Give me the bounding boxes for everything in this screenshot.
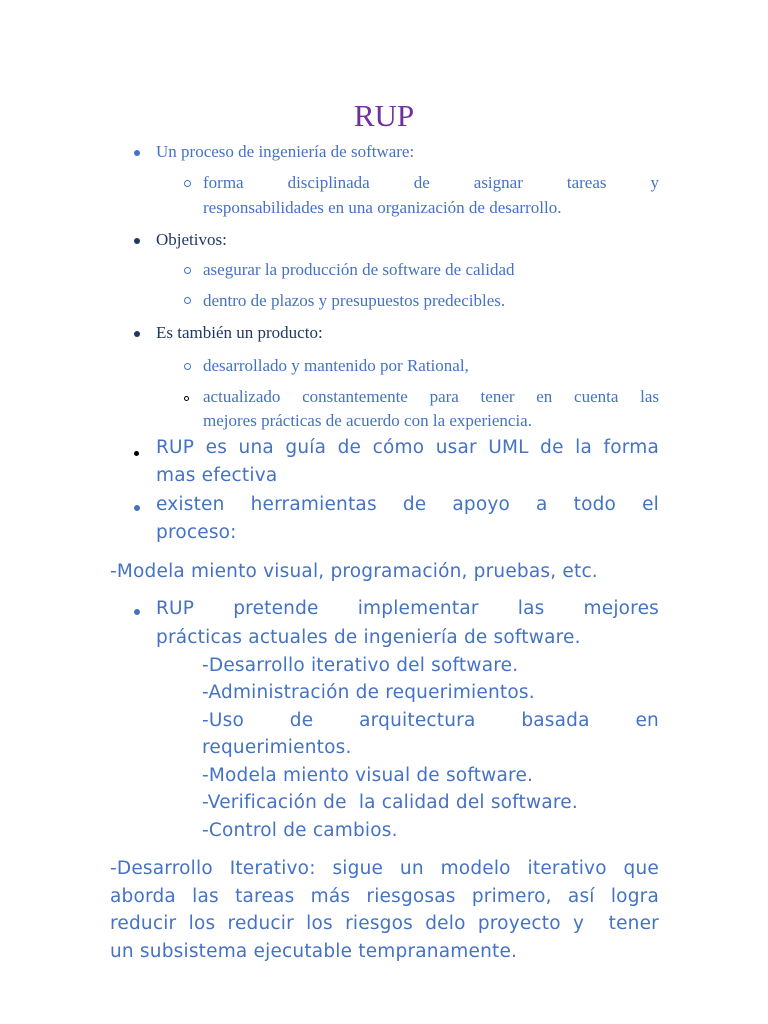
- list-subitem-line: responsabilidades en una organización de desarrollo.: [203, 198, 562, 217]
- list-item-line: existen herramientas de apoyo a todo el: [156, 494, 659, 515]
- list-subitem-line: actualizado constantemente para tener en cuenta las: [203, 387, 659, 406]
- bullet-dot: [134, 505, 140, 511]
- bullet-dot: [134, 451, 139, 456]
- paragraph-line: aborda las tareas más riesgosas primero, así logra: [110, 886, 659, 907]
- list-subitem: -Desarrollo iterativo del software.: [202, 655, 519, 676]
- bullet-ring: [184, 180, 191, 187]
- bullet-ring: [184, 363, 191, 370]
- list-item: Es también un producto:: [156, 323, 323, 342]
- list-subitem-line: forma disciplinada de asignar tareas y: [203, 173, 659, 192]
- list-subitem: -Modela miento visual de software.: [202, 765, 534, 786]
- list-subitem: requerimientos.: [202, 737, 352, 758]
- list-item: Un proceso de ingeniería de software:: [156, 142, 415, 161]
- list-subitem: -Administración de requerimientos.: [202, 682, 535, 703]
- list-subitem: -Verificación de la calidad del software.: [202, 792, 578, 813]
- list-subitem: asegurar la producción de software de calidad: [203, 260, 515, 279]
- list-subitem: dentro de plazos y presupuestos predecibles.: [203, 291, 506, 310]
- list-subitem-line: mejores prácticas de acuerdo con la experiencia.: [203, 411, 532, 430]
- paragraph-line: -Desarrollo Iterativo: sigue un modelo iterativo que: [110, 858, 659, 879]
- list-item: Objetivos:: [156, 230, 227, 249]
- bullet-dot: [134, 238, 140, 244]
- paragraph: -Modela miento visual, programación, pruebas, etc.: [110, 561, 598, 582]
- list-item-line: prácticas actuales de ingeniería de software.: [156, 627, 581, 648]
- list-item-line: proceso:: [156, 522, 237, 543]
- page-title: RUP: [353, 98, 415, 133]
- list-subitem: desarrollado y mantenido por Rational,: [203, 356, 469, 375]
- bullet-dot: [134, 331, 140, 337]
- list-item-line: mas efectiva: [156, 465, 278, 486]
- list-subitem: -Control de cambios.: [202, 820, 398, 841]
- paragraph-line: reducir los reducir los riesgos delo proyecto y tener: [110, 913, 659, 934]
- list-item-line: RUP pretende implementar las mejores: [156, 598, 659, 619]
- bullet-ring: [184, 297, 191, 304]
- list-subitem: -Uso de arquitectura basada en: [202, 710, 659, 731]
- bullet-dot: [134, 150, 140, 156]
- list-item-line: RUP es una guía de cómo usar UML de la forma: [156, 437, 659, 458]
- paragraph-line: un subsistema ejecutable tempranamente.: [110, 941, 518, 962]
- bullet-dot: [134, 609, 140, 615]
- bullet-ring: [184, 267, 191, 274]
- bullet-ring: [184, 396, 189, 401]
